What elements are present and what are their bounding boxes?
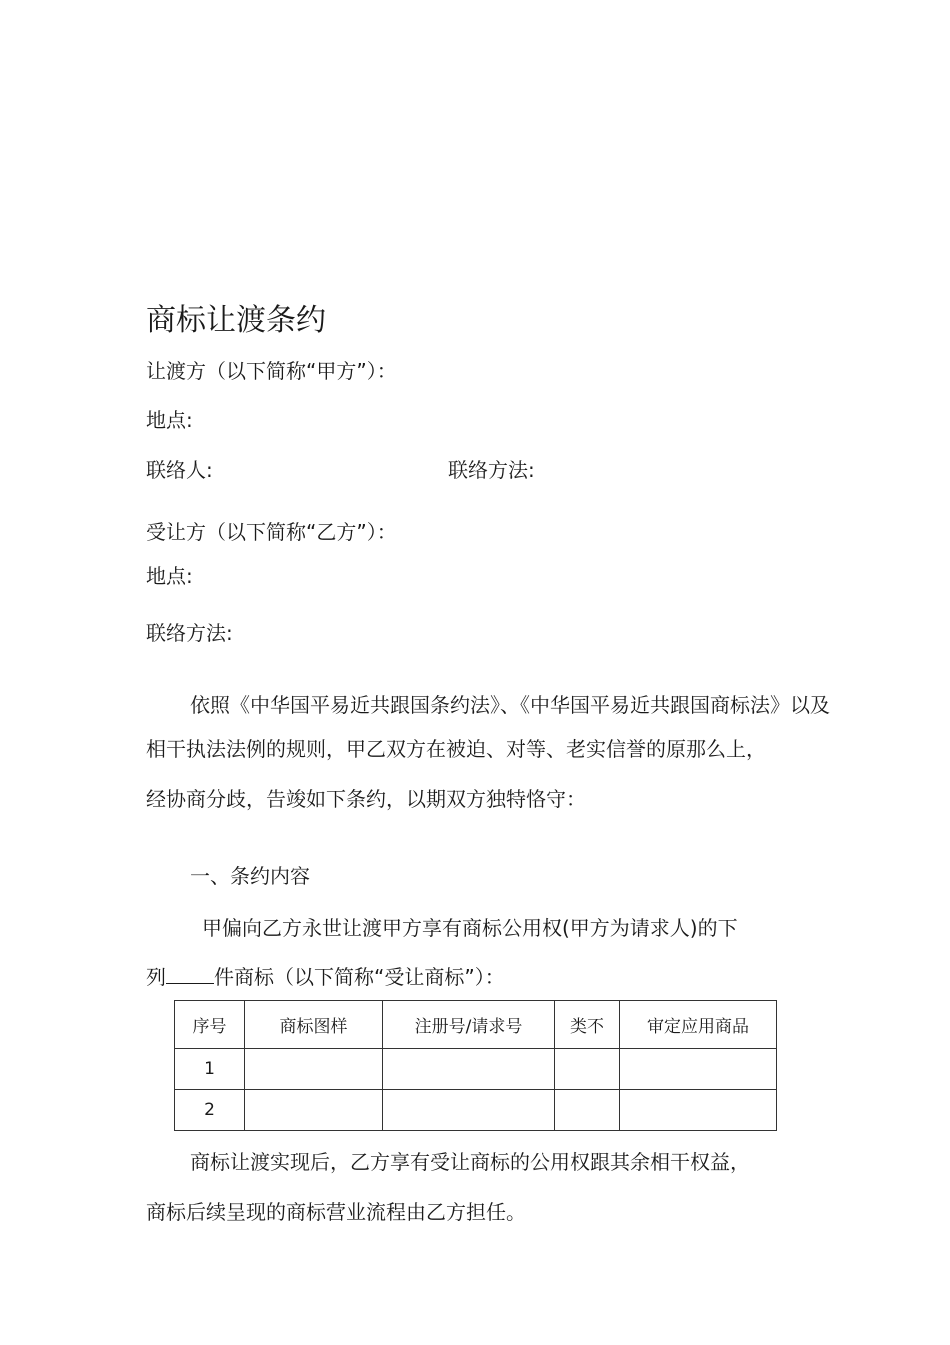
column-header-class: 类不 bbox=[555, 1001, 620, 1049]
section-1-para-1-line-1: 甲偏向乙方永世让渡甲方享有商标公用权(甲方为请求人)的下 bbox=[202, 916, 738, 940]
preamble-line-3: 经协商分歧，告竣如下条约，以期双方独特恪守： bbox=[146, 787, 586, 811]
preamble-line-1: 依照《中华国平易近共跟国条约法》、《中华国平易近共跟国商标法》以及 bbox=[190, 693, 830, 717]
table-cell bbox=[555, 1090, 620, 1131]
section-1-para-2-line-1: 商标让渡实现后，乙方享有受让商标的公用权跟其余相干权益， bbox=[190, 1150, 750, 1174]
trademark-count-blank bbox=[166, 963, 214, 984]
preamble-line-2: 相干执法法例的规则，甲乙双方在被迫、对等、老实信誉的原那么上， bbox=[146, 737, 766, 761]
party-a-address-label: 地点: bbox=[146, 408, 193, 432]
column-header-approved-goods: 审定应用商品 bbox=[620, 1001, 777, 1049]
party-a-contact-person-label: 联络人: bbox=[146, 458, 213, 482]
table-row bbox=[175, 1090, 777, 1131]
party-b-contact-method-label: 联络方法: bbox=[146, 621, 233, 645]
section-1-para-2-line-2: 商标后续呈现的商标营业流程由乙方担任。 bbox=[146, 1200, 526, 1224]
table-cell bbox=[620, 1090, 777, 1131]
column-header-trademark-image: 商标图样 bbox=[245, 1001, 383, 1049]
party-b-address-label: 地点: bbox=[146, 564, 193, 588]
column-header-serial: 序号 bbox=[175, 1001, 245, 1049]
table-cell bbox=[620, 1049, 777, 1090]
document-title: 商标让渡条约 bbox=[146, 303, 326, 338]
column-header-registration-number: 注册号/请求号 bbox=[383, 1001, 555, 1049]
table-header-row bbox=[175, 1001, 777, 1049]
para-1-line-2-suffix: 件商标（以下简称“受让商标”）： bbox=[214, 965, 505, 989]
para-1-line-2-prefix: 列 bbox=[146, 965, 166, 989]
table-cell bbox=[245, 1090, 383, 1131]
party-a-contact-method-label: 联络方法: bbox=[448, 458, 535, 482]
table-cell: 2 bbox=[175, 1090, 245, 1131]
table-cell bbox=[555, 1049, 620, 1090]
table-row bbox=[175, 1049, 777, 1090]
party-b-heading: 受让方（以下简称“乙方”）： bbox=[146, 520, 397, 544]
trademark-table bbox=[174, 1000, 777, 1131]
section-1-para-1-line-2 bbox=[146, 963, 505, 990]
table-cell bbox=[383, 1090, 555, 1131]
section-1-heading: 一、条约内容 bbox=[190, 864, 310, 888]
table-cell bbox=[245, 1049, 383, 1090]
party-a-heading: 让渡方（以下简称“甲方”）： bbox=[146, 359, 397, 383]
table-cell bbox=[383, 1049, 555, 1090]
table-cell: 1 bbox=[175, 1049, 245, 1090]
